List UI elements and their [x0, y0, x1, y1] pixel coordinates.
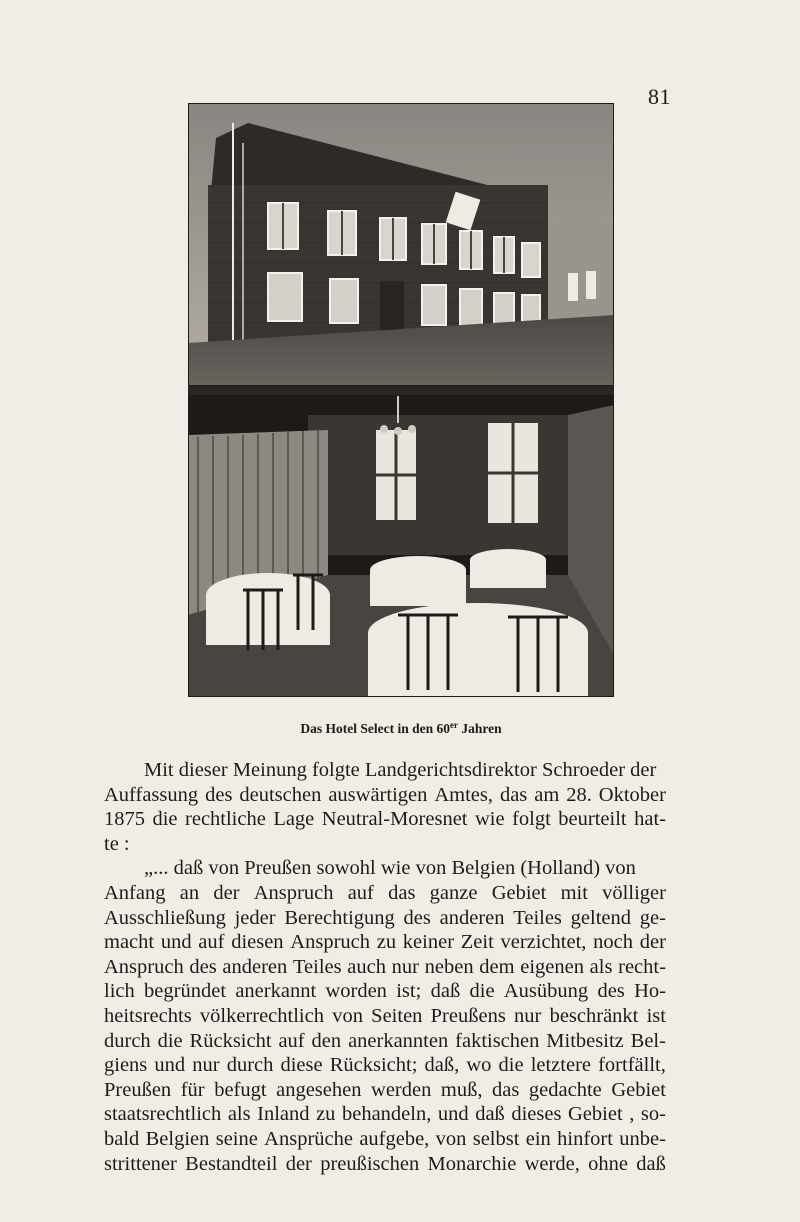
- word: heitsrechts: [104, 1004, 192, 1027]
- word: daß: [430, 980, 461, 1003]
- word: Berechtigung: [284, 906, 395, 929]
- word: Inland: [257, 1103, 310, 1126]
- word: recht-: [618, 955, 666, 978]
- word: ,: [629, 1103, 635, 1126]
- word: eigenen: [520, 955, 584, 978]
- word: Neutral-Moresnet: [321, 808, 468, 831]
- word: die: [469, 980, 495, 1003]
- text-line: „... daß von Preußen sowohl wie von Belgien (Holland) von: [144, 857, 636, 880]
- word: von: [435, 1127, 467, 1150]
- word: hat-: [634, 808, 666, 831]
- word: bald: [104, 1127, 140, 1150]
- word: daß: [636, 1152, 666, 1175]
- word: dem: [479, 955, 515, 978]
- text-line: [104, 1102, 666, 1127]
- word: ein: [525, 1127, 551, 1150]
- word: für: [180, 1078, 205, 1101]
- word: rechtliche: [185, 808, 266, 831]
- word: am: [534, 783, 560, 806]
- word: letztere: [530, 1054, 591, 1077]
- word: Teiles: [292, 955, 342, 978]
- word: fortfällt,: [598, 1054, 666, 1077]
- word: beschränkt: [549, 1004, 639, 1027]
- word: beurteilt: [558, 808, 627, 831]
- word: worden: [325, 980, 387, 1003]
- word: Belgien: [145, 1127, 210, 1150]
- word: Bel-: [630, 1029, 666, 1052]
- word: Ausübung: [503, 980, 589, 1003]
- word: das: [388, 881, 416, 904]
- word: giens: [104, 1054, 148, 1077]
- word: des: [597, 980, 625, 1003]
- word: aufgebe,: [359, 1127, 430, 1150]
- word: auf: [198, 931, 225, 954]
- word: faktischen: [455, 1029, 540, 1052]
- word: diese: [280, 1054, 323, 1077]
- word: Ho-: [634, 980, 666, 1003]
- word: und: [154, 1054, 186, 1077]
- word: ist: [646, 1004, 666, 1027]
- text-line: [104, 979, 666, 1004]
- word: ge-: [639, 906, 666, 929]
- word: Gebiet: [568, 1103, 623, 1126]
- word: Gebiet: [611, 1078, 666, 1101]
- word: begründet: [144, 980, 227, 1003]
- word: ohne: [588, 1152, 628, 1175]
- word: folgt: [512, 808, 551, 831]
- word: befugt: [214, 1078, 267, 1101]
- word: der: [639, 931, 666, 954]
- text-line: te :: [104, 832, 130, 855]
- word: zu: [316, 1103, 336, 1126]
- word: das: [499, 783, 528, 806]
- word: 28.: [566, 783, 592, 806]
- text-line: [104, 1029, 666, 1054]
- word: preußischen: [320, 1152, 420, 1175]
- word: angesehen: [276, 1078, 362, 1101]
- body-text: [104, 758, 666, 1176]
- word: 1875: [104, 808, 145, 831]
- word: jeder: [234, 906, 276, 929]
- word: verzichtet,: [500, 931, 587, 954]
- word: den: [311, 1029, 342, 1052]
- word: strittener: [104, 1152, 177, 1175]
- word: Zeit: [460, 931, 494, 954]
- word: Anfang: [104, 881, 166, 904]
- word: Preußens: [430, 1004, 506, 1027]
- word: Gebiet: [491, 881, 547, 904]
- word: nur: [391, 955, 419, 978]
- word: werden: [371, 1078, 432, 1101]
- word: muß,: [440, 1078, 483, 1101]
- word: geltend: [570, 906, 632, 929]
- word: Rücksicht: [189, 1029, 272, 1052]
- word: staatsrechtlich: [104, 1103, 222, 1126]
- word: hinfort: [557, 1127, 613, 1150]
- dining-room-photo: [188, 395, 614, 697]
- text-line: [104, 783, 666, 808]
- word: Oktober: [598, 783, 666, 806]
- word: die: [152, 808, 178, 831]
- hotel-exterior-photo: [188, 103, 614, 386]
- text-line: [104, 930, 666, 955]
- text-line: [104, 1078, 666, 1103]
- word: werde,: [524, 1152, 580, 1175]
- word: anerkannt: [235, 980, 317, 1003]
- caption-superscript: er: [449, 720, 458, 730]
- word: der: [285, 1152, 312, 1175]
- word: macht: [104, 931, 155, 954]
- photo-collage: [188, 103, 614, 697]
- word: Rücksicht;: [329, 1054, 418, 1077]
- word: gedachte: [528, 1078, 602, 1101]
- word: Ansprüche: [264, 1127, 353, 1150]
- word: an: [179, 881, 200, 904]
- text-line: [104, 881, 666, 906]
- word: Ausschließung: [104, 906, 226, 929]
- word: Lage: [273, 808, 315, 831]
- word: Bestandteil: [185, 1152, 278, 1175]
- caption-suffix: Jahren: [457, 721, 502, 736]
- word: unbe-: [619, 1127, 666, 1150]
- word: Seiten: [371, 1004, 423, 1027]
- word: nur: [514, 1004, 542, 1027]
- text-line: [104, 1152, 666, 1177]
- word: zu: [376, 931, 397, 954]
- word: anderen: [439, 906, 505, 929]
- word: daß,: [424, 1054, 460, 1077]
- text-line: [104, 1127, 666, 1152]
- word: selbst: [472, 1127, 520, 1150]
- word: Anspruch: [290, 931, 370, 954]
- word: die: [498, 1054, 524, 1077]
- word: das: [492, 1078, 520, 1101]
- word: deutschen: [239, 783, 322, 806]
- text-line: [104, 1004, 666, 1029]
- word: diesen: [231, 931, 284, 954]
- word: wo: [466, 1054, 492, 1077]
- word: Auffassung: [104, 783, 199, 806]
- word: auf: [278, 1029, 305, 1052]
- word: lich: [104, 980, 135, 1003]
- word: auf: [347, 881, 374, 904]
- caption-prefix: Das Hotel Select in den 60: [300, 721, 450, 736]
- word: des: [403, 906, 431, 929]
- word: völkerrechtlich: [199, 1004, 324, 1027]
- word: ganze: [429, 881, 478, 904]
- word: Amtes,: [434, 783, 493, 806]
- word: Anspruch: [104, 955, 184, 978]
- word: Teiles: [513, 906, 562, 929]
- text-line: [104, 807, 666, 832]
- word: Mitbesitz: [546, 1029, 624, 1052]
- word: durch: [226, 1054, 274, 1077]
- word: keiner: [402, 931, 455, 954]
- word: auch: [347, 955, 386, 978]
- word: und: [160, 931, 192, 954]
- word: als: [227, 1103, 251, 1126]
- word: so-: [640, 1103, 666, 1126]
- word: des: [205, 783, 233, 806]
- word: wie: [475, 808, 505, 831]
- word: Monarchie: [427, 1152, 517, 1175]
- word: behandeln,: [341, 1103, 432, 1126]
- word: die: [157, 1029, 183, 1052]
- word: neben: [424, 955, 474, 978]
- text-line: [104, 1053, 666, 1078]
- word: anerkannten: [348, 1029, 449, 1052]
- word: Preußen: [104, 1078, 172, 1101]
- word: Anspruch: [253, 881, 334, 904]
- word: auswärtigen: [328, 783, 428, 806]
- word: völliger: [602, 881, 666, 904]
- photo-caption: [188, 720, 614, 737]
- word: des: [189, 955, 217, 978]
- word: daß: [475, 1103, 505, 1126]
- word: durch: [104, 1029, 151, 1052]
- word: nur: [192, 1054, 220, 1077]
- word: dieses: [511, 1103, 562, 1126]
- text-line: [104, 906, 666, 931]
- page-number: 81: [648, 84, 671, 109]
- text-line: [104, 955, 666, 980]
- word: von: [332, 1004, 363, 1027]
- word: und: [437, 1103, 469, 1126]
- word: noch: [593, 931, 633, 954]
- word: anderen: [222, 955, 288, 978]
- word: der: [213, 881, 240, 904]
- word: mit: [560, 881, 588, 904]
- word: seine: [215, 1127, 258, 1150]
- text-line: Mit dieser Meinung folgte Landgerichtsdirektor Schroeder der: [144, 759, 657, 781]
- word: als: [589, 955, 613, 978]
- word: ist;: [396, 980, 422, 1003]
